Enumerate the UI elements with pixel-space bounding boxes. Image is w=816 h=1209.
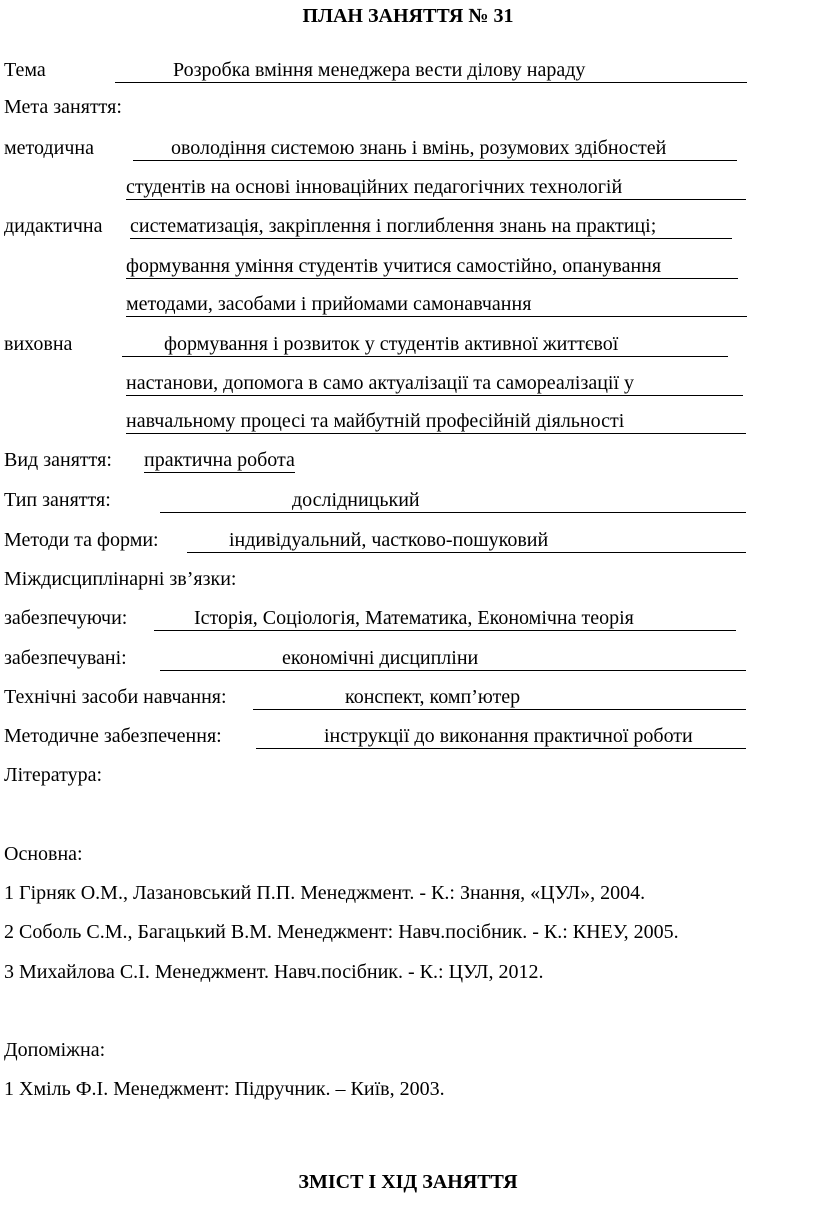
vykhovna-line-1: формування і розвиток у студентів активної життєвої xyxy=(122,332,728,357)
osnovna-item: 3 Михайлова С.І. Менеджмент. Навч.посібник. - К.: ЦУЛ, 2012. xyxy=(4,961,544,983)
zviazky-label: Міждисциплінарні зв’язки: xyxy=(4,568,237,590)
typ-label: Тип заняття: xyxy=(4,489,111,511)
dydaktychna-line-3: методами, засобами і прийомами самонавчання xyxy=(126,292,747,317)
vykhovna-line-3: навчальному процесі та майбутній професійній діяльності xyxy=(126,409,746,434)
zabezpechuvani-value: економічні дисципліни xyxy=(160,646,746,671)
dydaktychna-line-2: формування уміння студентів учитися самостійно, опанування xyxy=(126,254,738,279)
tekhnichni-label: Технічні засоби навчання: xyxy=(4,686,227,708)
page-title: ПЛАН ЗАНЯТТЯ № 31 xyxy=(302,5,514,27)
dydaktychna-label: дидактична xyxy=(4,215,103,237)
meta-label: Мета заняття: xyxy=(4,96,122,118)
metody-label: Методи та форми: xyxy=(4,529,159,551)
tema-value: Розробка вміння менеджера вести ділову нараду xyxy=(115,58,747,83)
zabezpechuvani-label: забезпечувані: xyxy=(4,647,127,669)
typ-value: дослідницький xyxy=(160,488,746,513)
osnovna-item: 2 Соболь С.М., Багацький В.М. Менеджмент: Навч.посібник. - К.: КНЕУ, 2005. xyxy=(4,921,679,943)
metodychne-label: Методичне забезпечення: xyxy=(4,725,222,747)
section-heading: ЗМІСТ І ХІД ЗАНЯТТЯ xyxy=(298,1171,518,1193)
metody-value: індивідуальний, частково-пошуковий xyxy=(187,528,746,553)
metodychna-label: методична xyxy=(4,137,94,159)
metodychna-line-2: студентів на основі інноваційних педагогічних технологій xyxy=(126,175,746,200)
literatura-label: Література: xyxy=(4,764,103,786)
dydaktychna-line-1: систематизація, закріплення і поглиблення знань на практиці; xyxy=(130,214,732,239)
dopomizhna-item: 1 Хміль Ф.І. Менеджмент: Підручник. – Київ, 2003. xyxy=(4,1078,445,1100)
tema-label: Тема xyxy=(4,59,46,81)
tekhnichni-value: конспект, комп’ютер xyxy=(253,685,746,710)
vykhovna-label: виховна xyxy=(4,333,73,355)
zabezpechuiuchi-label: забезпечуючи: xyxy=(4,607,128,629)
zabezpechuiuchi-value: Історія, Соціологія, Математика, Економічна теорія xyxy=(154,606,736,631)
dopomizhna-label: Допоміжна: xyxy=(4,1039,106,1061)
osnovna-item: 1 Гірняк О.М., Лазановський П.П. Менеджмент. - К.: Знання, «ЦУЛ», 2004. xyxy=(4,882,646,904)
metodychne-value: інструкції до виконання практичної роботи xyxy=(256,724,746,749)
metodychna-line-1: оволодіння системою знань і вмінь, розумових здібностей xyxy=(133,136,737,161)
vykhovna-line-2: настанови, допомога в само актуалізації та самореалізації у xyxy=(126,371,743,396)
vyd-label: Вид заняття: xyxy=(4,449,112,471)
vyd-value: практична робота xyxy=(144,449,295,471)
osnovna-label: Основна: xyxy=(4,843,83,865)
